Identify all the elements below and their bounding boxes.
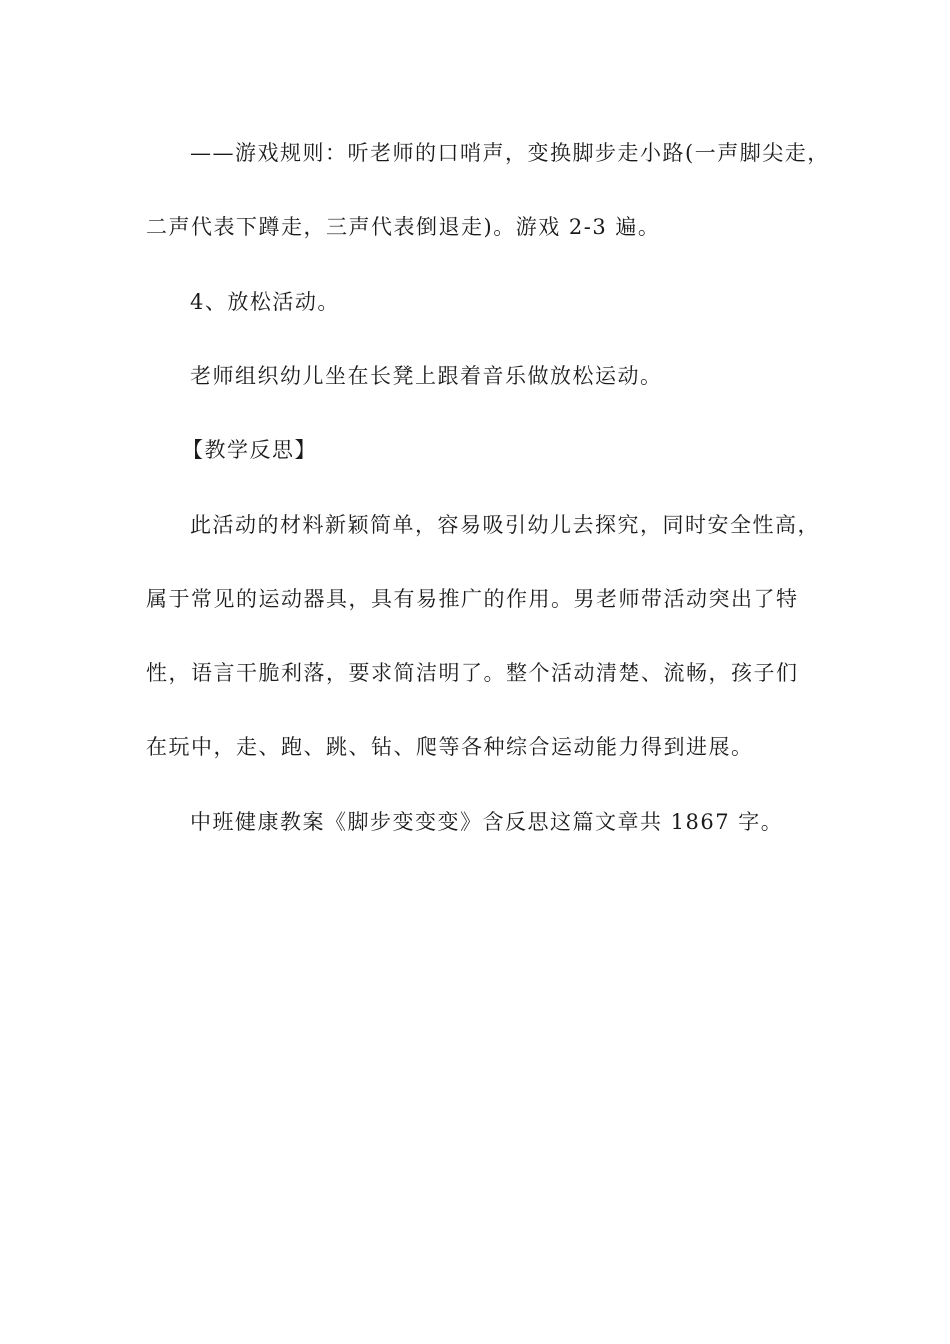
game-rules-line-2: 二声代表下蹲走，三声代表倒退走)。游戏 2-3 遍。: [146, 215, 661, 239]
reflection-heading: 【教学反思】: [182, 438, 317, 462]
relax-activity-text: 老师组织幼儿坐在长凳上跟着音乐做放松运动。: [190, 364, 663, 388]
article-summary: 中班健康教案《脚步变变变》含反思这篇文章共 1867 字。: [190, 810, 784, 834]
relax-activity-heading: 4、放松活动。: [190, 290, 340, 314]
reflection-line-4: 在玩中，走、跑、跳、钻、爬等各种综合运动能力得到进展。: [146, 735, 754, 759]
reflection-line-3: 性，语言干脆利落，要求简洁明了。整个活动清楚、流畅，孩子们: [146, 661, 799, 685]
reflection-line-2: 属于常见的运动器具，具有易推广的作用。男老师带活动突出了特: [146, 587, 799, 611]
game-rules-line-1: ——游戏规则：听老师的口哨声，变换脚步走小路(一声脚尖走，: [190, 141, 830, 165]
reflection-line-1: 此活动的材料新颖简单，容易吸引幼儿去探究，同时安全性高，: [190, 513, 820, 537]
